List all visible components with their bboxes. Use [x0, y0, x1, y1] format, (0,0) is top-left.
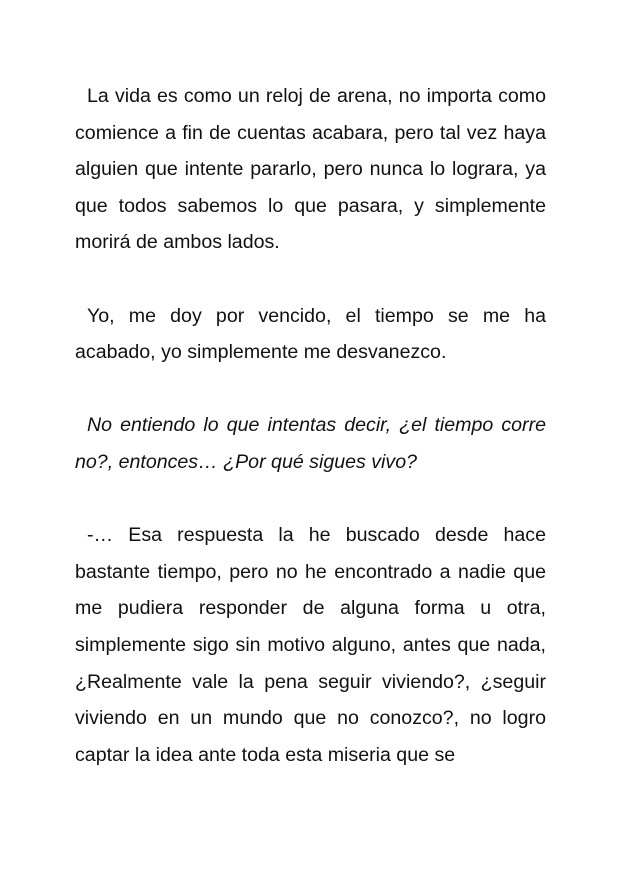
paragraph-3-italic: No entiendo lo que intentas decir, ¿el tiempo corre no?, entonces… ¿Por qué sigues vivo?	[75, 414, 546, 473]
paragraph-2: Yo, me doy por vencido, el tiempo se me ha acabado, yo simplemente me desvanezco.	[75, 304, 546, 364]
paragraph-4: -… Esa respuesta la he buscado desde hace bastante tiempo, pero no he encontrado a nadie que me pudiera responder de alguna forma u otra, simplemente sigo sin motivo alguno, antes que nada, ¿Realmente vale la pena seguir viviendo?, ¿seguir viviendo en un mundo que no conozco?, no logro captar la idea ante toda esta miseria que se	[75, 524, 546, 766]
document-page	[75, 78, 546, 810]
paragraph-1: La vida es como un reloj de arena, no importa como comience a fin de cuentas acabara, pero tal vez haya alguien que intente pararlo, pero nunca lo lograra, ya que todos sabemos lo que pasara, y simplemente morirá de ambos lados.	[75, 85, 546, 254]
